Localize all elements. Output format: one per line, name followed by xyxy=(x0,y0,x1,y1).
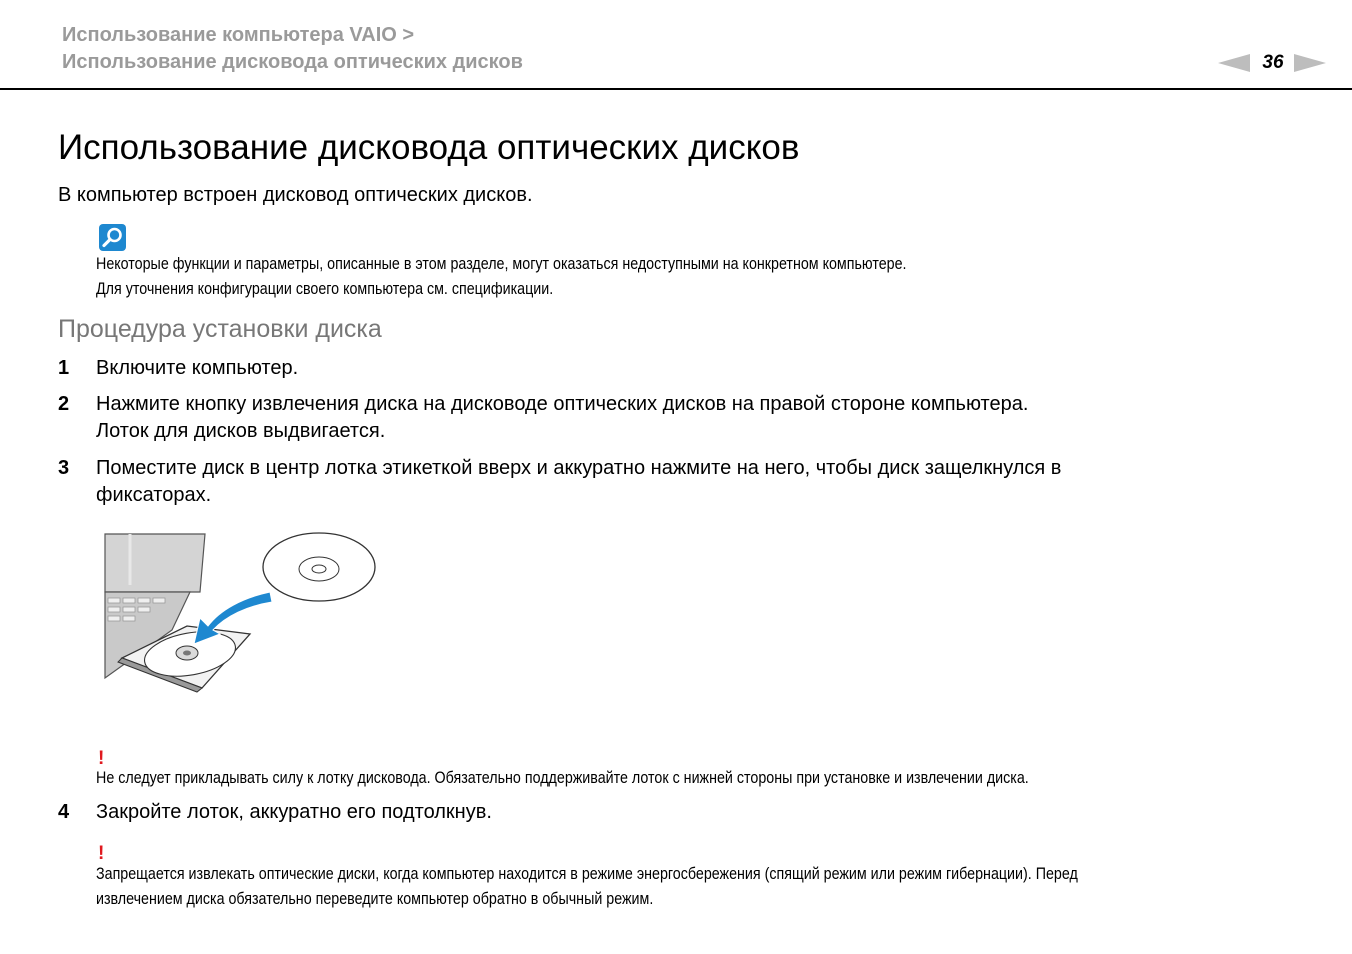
warning-icon: ! xyxy=(98,843,105,864)
step-number: 4 xyxy=(58,801,70,823)
page-navigator xyxy=(1218,52,1328,74)
breadcrumb-line-1[interactable]: Использование компьютера VAIO > xyxy=(62,24,415,46)
step-number: 3 xyxy=(58,457,70,479)
step-text: Включите компьютер. xyxy=(96,357,299,379)
warning-text: Не следует прикладывать силу к лотку дисковода. Обязательно поддерживайте лоток с нижней стороны при установке и извлечении диска. xyxy=(96,768,1029,787)
breadcrumb-line-2[interactable]: Использование дисковода оптических дисков xyxy=(62,51,523,73)
step-text: Лоток для дисков выдвигается. xyxy=(96,420,386,442)
step-text: Поместите диск в центр лотка этикеткой вверх и аккуратно нажмите на него, чтобы диск защелкнулся в xyxy=(96,457,1062,479)
step-number: 2 xyxy=(58,393,70,415)
warning-icon: ! xyxy=(98,748,105,769)
disc-insertion-illustration xyxy=(102,530,387,695)
note-line-1: Некоторые функции и параметры, описанные в этом разделе, могут оказаться недоступными на конкретном компьютере. xyxy=(96,254,907,273)
step-text: Закройте лоток, аккуратно его подтолкнув. xyxy=(96,801,492,823)
section-subtitle: Процедура установки диска xyxy=(58,315,382,343)
header-divider xyxy=(0,88,1352,90)
page-title: Использование дисковода оптических дисков xyxy=(58,128,800,167)
note-line-2: Для уточнения конфигурации своего компьютера см. спецификации. xyxy=(96,279,554,298)
page-number: 36 xyxy=(1262,52,1284,73)
intro-text: В компьютер встроен дисковод оптических дисков. xyxy=(58,184,533,206)
magnifier-icon xyxy=(99,224,126,251)
step-text: фиксаторах. xyxy=(96,484,212,506)
warning-text: извлечением диска обязательно переведите компьютер обратно в обычный режим. xyxy=(96,889,654,908)
step-text: Нажмите кнопку извлечения диска на дисководе оптических дисков на правой стороне компьютера. xyxy=(96,393,1029,415)
previous-page-icon[interactable] xyxy=(1218,53,1250,73)
step-number: 1 xyxy=(58,357,70,379)
next-page-icon[interactable] xyxy=(1294,53,1326,73)
laptop-screen xyxy=(105,534,205,592)
warning-text: Запрещается извлекать оптические диски, когда компьютер находится в режиме энергосбережения (спящий режим или режим гибернации). Перед xyxy=(96,864,1078,883)
loose-disc xyxy=(263,533,375,601)
